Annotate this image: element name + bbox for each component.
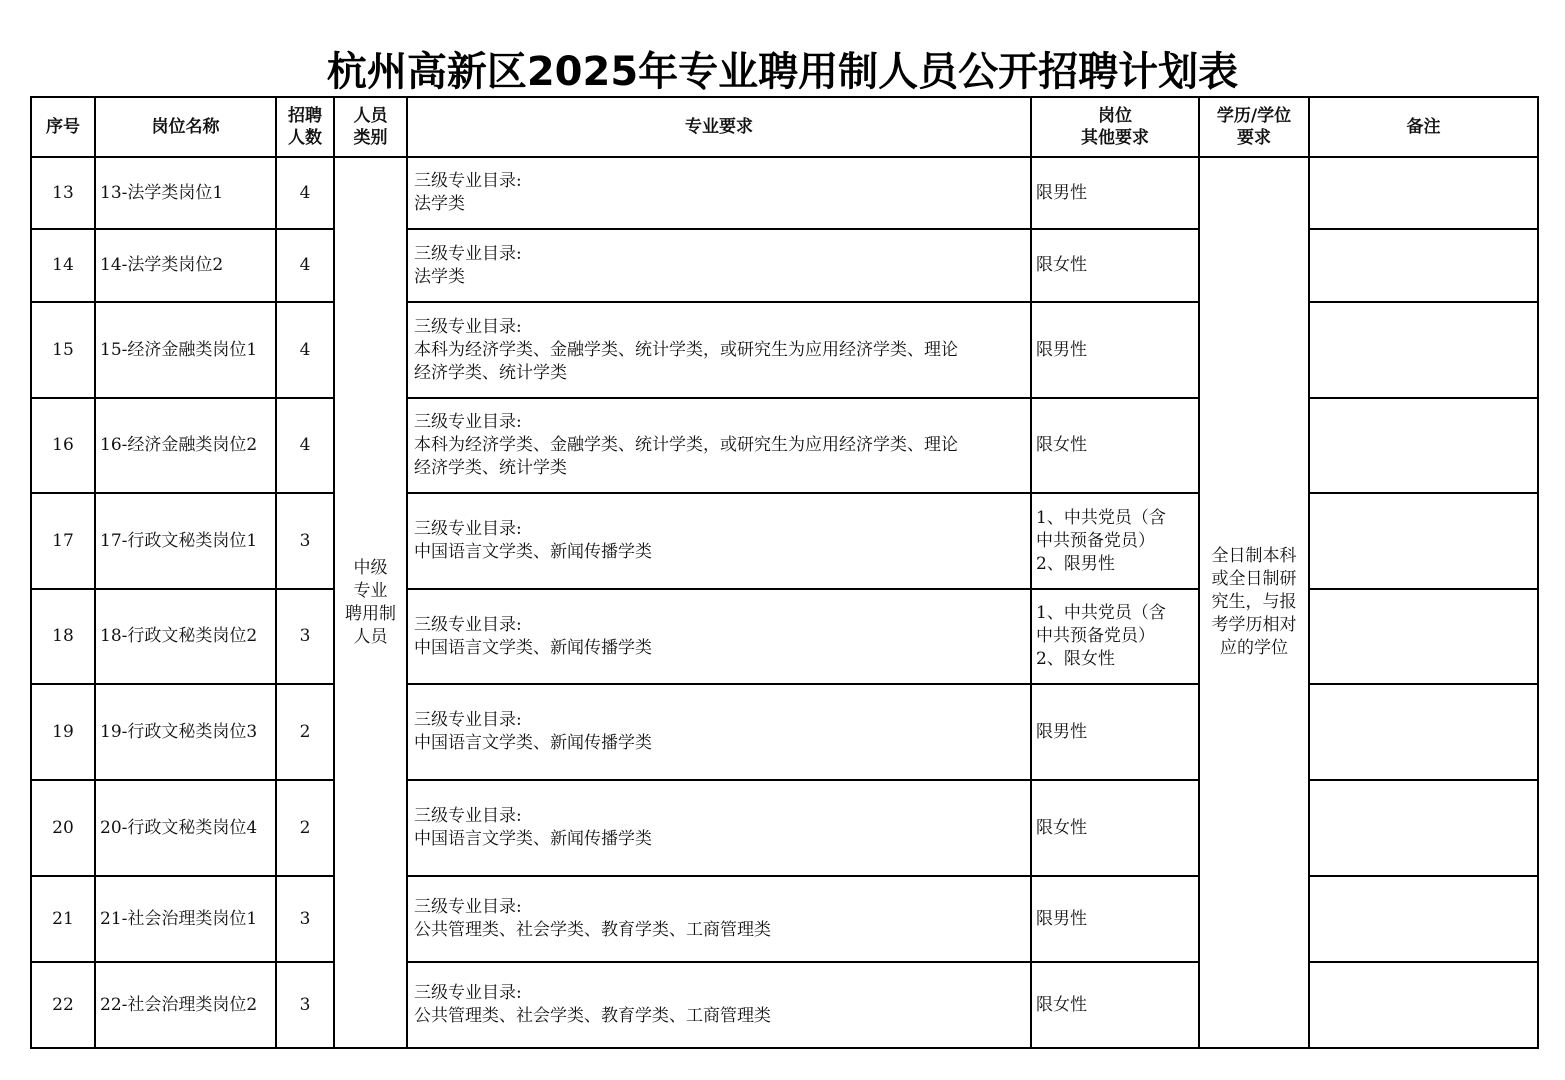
cell-other: [1031, 684, 1199, 780]
header-education: [1199, 97, 1309, 157]
other-text: 限男性: [1036, 908, 1087, 929]
header-count-line2: 人数: [288, 128, 322, 148]
header-major: 专业要求: [407, 97, 1031, 157]
cell-major: [407, 493, 1031, 589]
cell-count: 3: [276, 589, 334, 684]
other-text: 限男性: [1036, 182, 1087, 203]
table-row: [31, 398, 1538, 493]
cell-count: 4: [276, 157, 334, 229]
other-text: 限女性: [1036, 255, 1087, 275]
cell-other: [1031, 780, 1199, 876]
cell-seq: 15: [31, 302, 95, 398]
cell-seq: 20: [31, 780, 95, 876]
cell-position-name: 15-经济金融类岗位1: [95, 302, 276, 398]
cell-remark: [1309, 302, 1538, 398]
table-row: [31, 876, 1538, 962]
other-text: 限女性: [1036, 435, 1087, 455]
table-row: [31, 229, 1538, 302]
table-row: [31, 493, 1538, 589]
header-education-line2: 要求: [1237, 128, 1271, 148]
cell-major: [407, 302, 1031, 398]
cell-position-name: 13-法学类岗位1: [95, 157, 276, 229]
other-text: 限女性: [1036, 817, 1087, 838]
table-row: [31, 589, 1538, 684]
cell-count: 3: [276, 876, 334, 962]
cell-count: 2: [276, 684, 334, 780]
cell-other: [1031, 157, 1199, 229]
major-text: 三级专业目录: 法学类: [414, 243, 522, 287]
major-text: 三级专业目录: 中国语言文学类、新闻传播学类: [414, 519, 652, 562]
header-category-line2: 类别: [353, 128, 388, 148]
header-name: 岗位名称: [95, 97, 276, 157]
cell-remark: [1309, 157, 1538, 229]
cell-position-name: 18-行政文秘类岗位2: [95, 589, 276, 684]
major-text: 三级专业目录: 中国语言文学类、新闻传播学类: [414, 806, 652, 849]
cell-other: [1031, 962, 1199, 1048]
header-category-line1: 人员: [353, 106, 388, 126]
header-seq: 序号: [31, 97, 95, 157]
other-text: 1、中共党员（含 中共预备党员） 2、限男性: [1036, 507, 1166, 574]
recruitment-plan-table: [30, 96, 1539, 1049]
cell-count: 4: [276, 398, 334, 493]
table-row: [31, 157, 1538, 229]
cell-other: [1031, 876, 1199, 962]
cell-position-name: 20-行政文秘类岗位4: [95, 780, 276, 876]
cell-major: [407, 876, 1031, 962]
major-text: 三级专业目录: 本科为经济学类、金融学类、统计学类，或研究生为应用经济学类、理论 经济学类、统计学类: [414, 316, 958, 383]
major-text: 三级专业目录: 中国语言文学类、新闻传播学类: [414, 710, 652, 753]
major-text: 三级专业目录: 公共管理类、社会学类、教育学类、工商管理类: [414, 897, 771, 940]
major-text: 三级专业目录: 中国语言文学类、新闻传播学类: [414, 614, 652, 658]
cell-count: 3: [276, 962, 334, 1048]
other-text: 限男性: [1036, 721, 1087, 742]
header-remark: 备注: [1309, 97, 1538, 157]
cell-remark: [1309, 780, 1538, 876]
cell-seq: 21: [31, 876, 95, 962]
cell-education-merged: [1199, 157, 1309, 1048]
education-text: 全日制本科 或全日制研 究生，与报 考学历相对 应的学位: [1211, 546, 1297, 658]
cell-seq: 13: [31, 157, 95, 229]
cell-major: [407, 589, 1031, 684]
header-other: [1031, 97, 1199, 157]
cell-other: [1031, 493, 1199, 589]
cell-major: [407, 780, 1031, 876]
cell-seq: 19: [31, 684, 95, 780]
page-title: 杭州高新区2025年专业聘用制人员公开招聘计划表: [326, 49, 1239, 95]
cell-other: [1031, 302, 1199, 398]
cell-count: 4: [276, 302, 334, 398]
major-text: 三级专业目录: 公共管理类、社会学类、教育学类、工商管理类: [414, 983, 771, 1026]
cell-seq: 22: [31, 962, 95, 1048]
cell-position-name: 21-社会治理类岗位1: [95, 876, 276, 962]
cell-category-merged: [334, 157, 407, 1048]
header-count: [276, 97, 334, 157]
cell-position-name: 17-行政文秘类岗位1: [95, 493, 276, 589]
other-text: 限男性: [1036, 339, 1087, 360]
cell-other: [1031, 589, 1199, 684]
cell-count: 4: [276, 229, 334, 302]
cell-major: [407, 398, 1031, 493]
cell-seq: 17: [31, 493, 95, 589]
other-text: 1、中共党员（含 中共预备党员） 2、限女性: [1036, 603, 1166, 669]
major-text: 三级专业目录: 本科为经济学类、金融学类、统计学类，或研究生为应用经济学类、理论 经济学类、统计学类: [414, 412, 958, 478]
cell-count: 2: [276, 780, 334, 876]
cell-remark: [1309, 589, 1538, 684]
cell-seq: 14: [31, 229, 95, 302]
cell-major: [407, 229, 1031, 302]
cell-position-name: 16-经济金融类岗位2: [95, 398, 276, 493]
cell-major: [407, 962, 1031, 1048]
table-row: [31, 302, 1538, 398]
cell-position-name: 19-行政文秘类岗位3: [95, 684, 276, 780]
major-text: 三级专业目录: 法学类: [414, 171, 522, 214]
cell-count: 3: [276, 493, 334, 589]
cell-remark: [1309, 493, 1538, 589]
header-education-line1: 学历/学位: [1216, 106, 1292, 126]
table-row: [31, 684, 1538, 780]
cell-major: [407, 684, 1031, 780]
cell-seq: 18: [31, 589, 95, 684]
cell-major: [407, 157, 1031, 229]
cell-remark: [1309, 684, 1538, 780]
cell-remark: [1309, 398, 1538, 493]
cell-other: [1031, 229, 1199, 302]
header-other-line2: 其他要求: [1081, 128, 1149, 148]
cell-remark: [1309, 962, 1538, 1048]
table-row: [31, 962, 1538, 1048]
cell-position-name: 22-社会治理类岗位2: [95, 962, 276, 1048]
table-row: [31, 780, 1538, 876]
cell-seq: 16: [31, 398, 95, 493]
cell-position-name: 14-法学类岗位2: [95, 229, 276, 302]
cell-other: [1031, 398, 1199, 493]
other-text: 限女性: [1036, 994, 1087, 1015]
header-row: [31, 97, 1538, 157]
header-other-line1: 岗位: [1098, 106, 1132, 126]
header-count-line1: 招聘: [288, 106, 322, 126]
header-category: [334, 97, 407, 157]
category-text: 中级 专业 聘用制 人员: [345, 557, 396, 647]
cell-remark: [1309, 876, 1538, 962]
cell-remark: [1309, 229, 1538, 302]
